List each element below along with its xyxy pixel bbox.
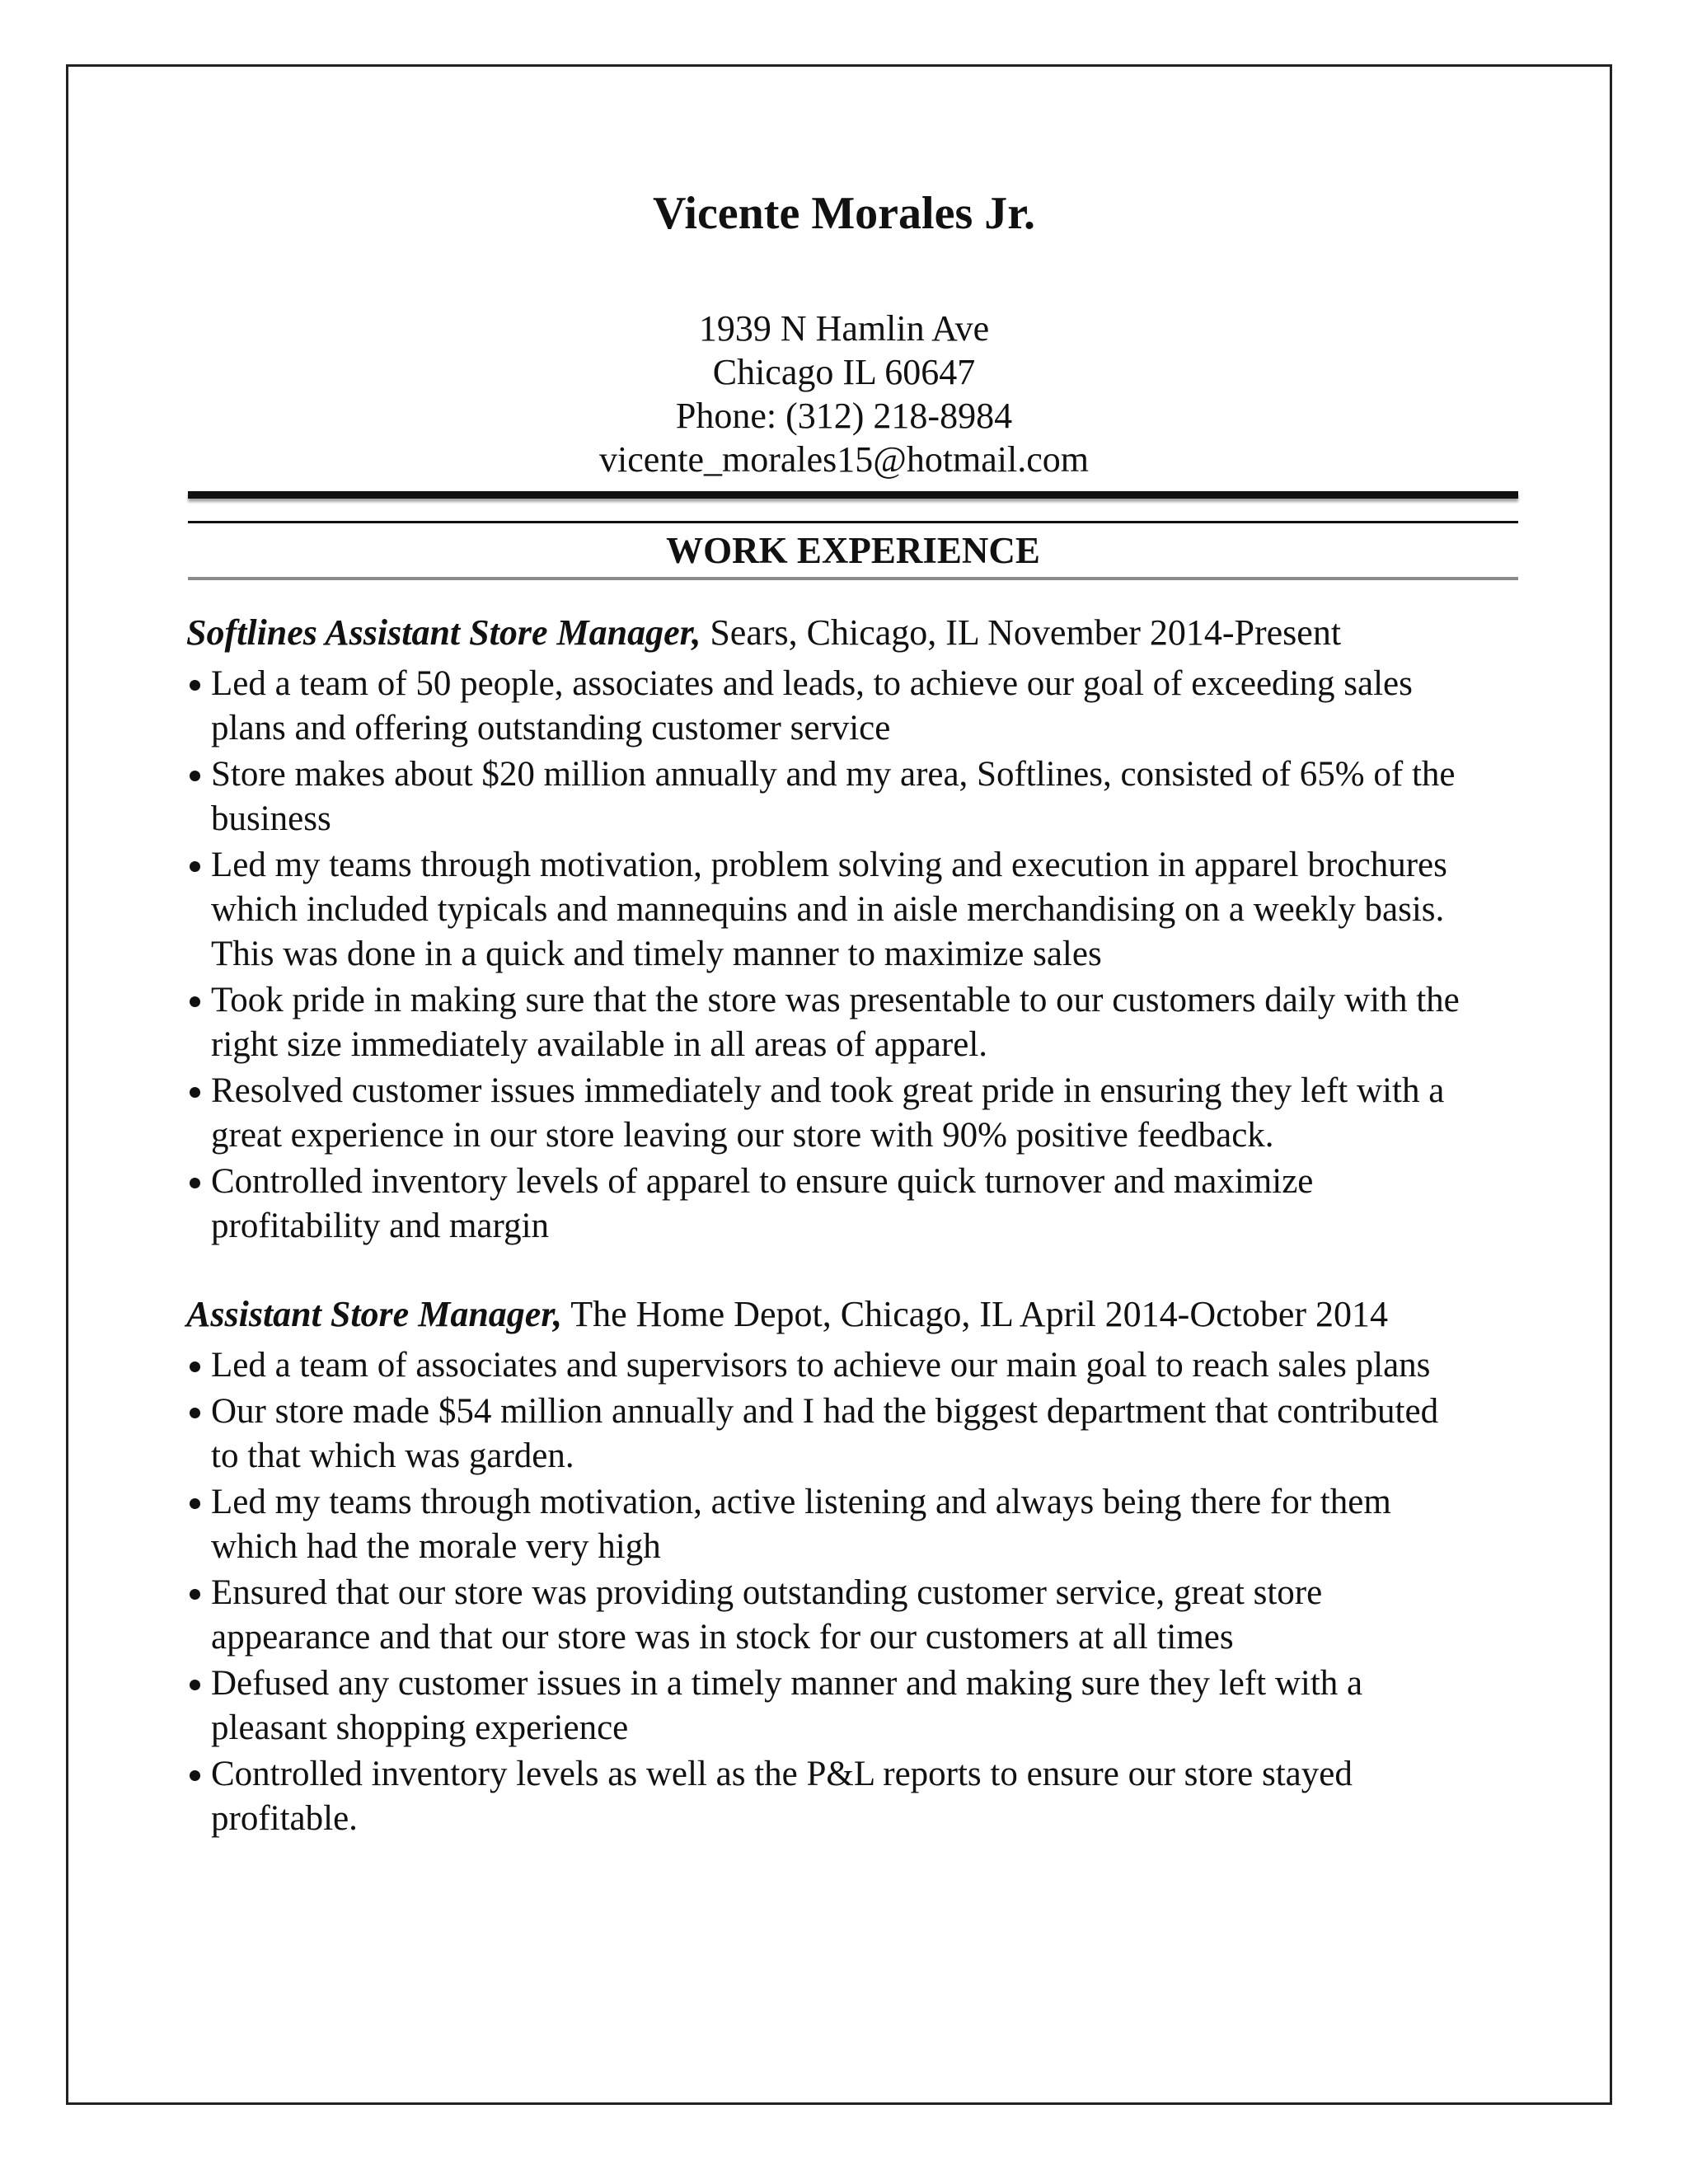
address-line-2: Chicago IL 60647	[712, 352, 976, 392]
bullet-item: Led a team of associates and supervisors to achieve our main goal to reach sales plans	[186, 1343, 1579, 1388]
job-title: Softlines Assistant Store Manager,	[186, 612, 701, 653]
bullet-item: Led my teams through motivation, problem solving and execution in apparel brochures which included typicals and mannequins and in aisle merchandising on a weekly basis. This was done in a quick and timely manner to maximize sales	[186, 843, 1579, 977]
job-bullet-list	[186, 662, 1579, 1249]
section-divider-top	[188, 521, 1518, 523]
bullet-icon	[190, 1178, 200, 1188]
job-entry-home-depot	[186, 1292, 1579, 1843]
job-header	[186, 611, 1579, 662]
bullet-icon	[190, 1087, 200, 1098]
bullet-icon	[190, 996, 200, 1007]
bullet-item: Led my teams through motivation, active listening and always being there for them which had the morale very high	[186, 1480, 1579, 1569]
job-details: The Home Depot, Chicago, IL April 2014-October 2014	[562, 1294, 1389, 1334]
header-divider-thick	[188, 491, 1518, 499]
job-bullet-list	[186, 1343, 1579, 1841]
bullet-icon	[190, 1680, 200, 1690]
phone-number: Phone: (312) 218-8984	[675, 396, 1013, 436]
bullet-icon	[190, 1361, 200, 1372]
contact-block	[0, 307, 1688, 481]
bullet-item: Defused any customer issues in a timely manner and making sure they left with a pleasant shopping experience	[186, 1661, 1579, 1750]
resume-name: Vicente Morales Jr.	[653, 188, 1035, 239]
bullet-item: Controlled inventory levels of apparel to ensure quick turnover and maximize profitability and margin	[186, 1160, 1579, 1249]
bullet-icon	[190, 1408, 200, 1418]
bullet-item: Our store made $54 million annually and I had the biggest department that contributed to that which was garden.	[186, 1390, 1579, 1479]
bullet-icon	[190, 1589, 200, 1600]
bullet-icon	[190, 1498, 200, 1509]
job-entry-sears	[186, 611, 1579, 1250]
bullet-item: Resolved customer issues immediately and took great pride in ensuring they left with a great experience in our store leaving our store with 90% positive feedback.	[186, 1069, 1579, 1158]
bullet-item: Ensured that our store was providing outstanding customer service, great store appearance and that our store was in stock for our customers at all times	[186, 1571, 1579, 1660]
bullet-item: Store makes about $20 million annually and my area, Softlines, consisted of 65% of the business	[186, 752, 1579, 841]
section-divider-bottom	[188, 577, 1518, 580]
address-line-1: 1939 N Hamlin Ave	[698, 308, 990, 349]
bullet-icon	[190, 1770, 200, 1781]
bullet-icon	[190, 861, 200, 872]
bullet-icon	[190, 771, 200, 781]
bullet-item: Led a team of 50 people, associates and leads, to achieve our goal of exceeding sales plans and offering outstanding customer service	[186, 662, 1579, 751]
bullet-icon	[190, 680, 200, 691]
bullet-item: Took pride in making sure that the store was presentable to our customers daily with the right size immediately available in all areas of apparel.	[186, 978, 1579, 1067]
job-header	[186, 1292, 1579, 1343]
job-details: Sears, Chicago, IL November 2014-Present	[701, 612, 1342, 653]
bullet-item: Controlled inventory levels as well as the P&L reports to ensure our store stayed profitable.	[186, 1752, 1579, 1841]
email-address: vicente_morales15@hotmail.com	[598, 439, 1090, 480]
section-title: WORK EXPERIENCE	[666, 530, 1040, 571]
job-title: Assistant Store Manager,	[186, 1294, 563, 1334]
